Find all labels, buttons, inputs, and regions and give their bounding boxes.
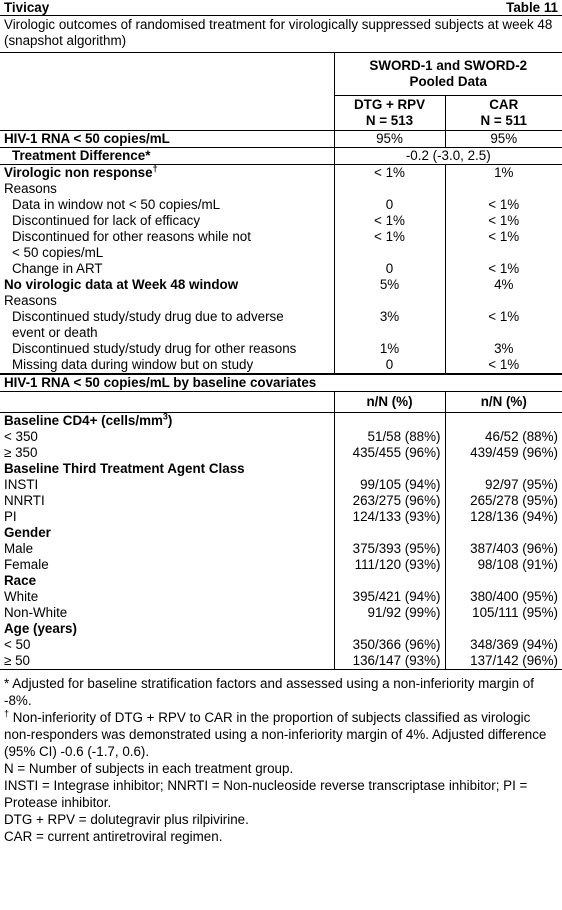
table-row: Baseline $CD4+ (cells/mm^3)$ bbox=[0, 413, 562, 430]
table-number: Table 11 bbox=[506, 0, 558, 15]
table-row: Discontinued for lack of efficacy < 1% < 1% bbox=[0, 213, 562, 229]
table-row: Reasons bbox=[0, 293, 562, 309]
table-row: White 395/421 (94%) 380/400 (95%) bbox=[0, 589, 562, 605]
table-row: Baseline Third Treatment Agent Class bbox=[0, 461, 562, 477]
footnote-n-definition: N = Number of subjects in each treatment group. bbox=[4, 761, 294, 776]
nN-header-row: n/N (%) n/N (%) bbox=[0, 392, 562, 413]
table-row: Virologic non response† < 1% 1% bbox=[0, 165, 562, 182]
table-row: INSTI 99/105 (94%) 92/97 (95%) bbox=[0, 477, 562, 493]
table-row: Female 111/120 (93%) 98/108 (91%) bbox=[0, 557, 562, 573]
table-row: Race bbox=[0, 573, 562, 589]
table-row: NNRTI 263/275 (96%) 265/278 (95%) bbox=[0, 493, 562, 509]
table-row: No virologic data at Week 48 window 5% 4% bbox=[0, 277, 562, 293]
document-header bbox=[0, 0, 562, 16]
arm-header-car: CAR N = 511 bbox=[445, 96, 562, 131]
table-row: < 50 350/366 (96%) 348/369 (94%) bbox=[0, 637, 562, 653]
footnote-car: CAR = current antiretroviral regimen. bbox=[4, 829, 223, 844]
table-row: Discontinued study/study drug for other reasons 1% 3% bbox=[0, 341, 562, 357]
table-row: Gender bbox=[0, 525, 562, 541]
footnote-noninferiority: † Non-inferiority of DTG + RPV to CAR in the proportion of subjects classified as virologic non-responders was demonstrated using a non-inferiority margin of 4%. Adjusted difference (95% CI) -0.6 (-1.7, 0.6). bbox=[4, 708, 547, 759]
table-row: PI 124/133 (93%) 128/136 (94%) bbox=[0, 509, 562, 525]
table-row: Data in window not < 50 copies/mL 0 < 1% bbox=[0, 197, 562, 213]
outcomes-table bbox=[0, 52, 562, 670]
table-row: Discontinued study/study drug due to adverse event or death 3% < 1% bbox=[0, 309, 562, 341]
footnote-adjusted: * Adjusted for baseline stratification factors and assessed using a non-inferiority margin of -8%. bbox=[4, 676, 534, 708]
group-header: SWORD-1 and SWORD-2 Pooled Data bbox=[334, 53, 562, 96]
table-row: Change in ART 0 < 1% bbox=[0, 261, 562, 277]
footnote-dtg-rpv: DTG + RPV = dolutegravir plus rilpivirine. bbox=[4, 812, 249, 827]
table-row: ≥ 50 136/147 (93%) 137/142 (96%) bbox=[0, 653, 562, 670]
footnotes bbox=[0, 670, 562, 845]
table-row: Treatment Difference* -0.2 (-3.0, 2.5) bbox=[0, 148, 562, 165]
footnote-class-abbreviations: INSTI = Integrase inhibitor; NNRTI = Non-nucleoside reverse transcriptase inhibitor; PI = Protease inhibitor. bbox=[4, 778, 528, 810]
table-row: Reasons bbox=[0, 181, 562, 197]
table-row: Missing data during window but on study 0 < 1% bbox=[0, 357, 562, 374]
arm-header-dtg: DTG + RPV N = 513 bbox=[334, 96, 445, 131]
covariates-section-header: HIV-1 RNA < 50 copies/mL by baseline covariates bbox=[0, 374, 562, 392]
table-row: Discontinued for other reasons while not < 50 copies/mL < 1% < 1% bbox=[0, 229, 562, 261]
table-row: Age (years) bbox=[0, 621, 562, 637]
table-row: Non-White 91/92 (99%) 105/111 (95%) bbox=[0, 605, 562, 621]
arm-header-row bbox=[0, 96, 562, 131]
table-row: HIV-1 RNA < 50 copies/mL 95% 95% bbox=[0, 131, 562, 148]
group-header-row bbox=[0, 53, 562, 96]
table-row: < 350 51/58 (88%) 46/52 (88%) bbox=[0, 429, 562, 445]
table-caption: Virologic outcomes of randomised treatment for virologically suppressed subjects at week 48 (snapshot algorithm) bbox=[4, 17, 553, 48]
table-row: Male 375/393 (95%) 387/403 (96%) bbox=[0, 541, 562, 557]
table-row: ≥ 350 435/455 (96%) 439/459 (96%) bbox=[0, 445, 562, 461]
brand-name: Tivicay bbox=[4, 0, 50, 15]
